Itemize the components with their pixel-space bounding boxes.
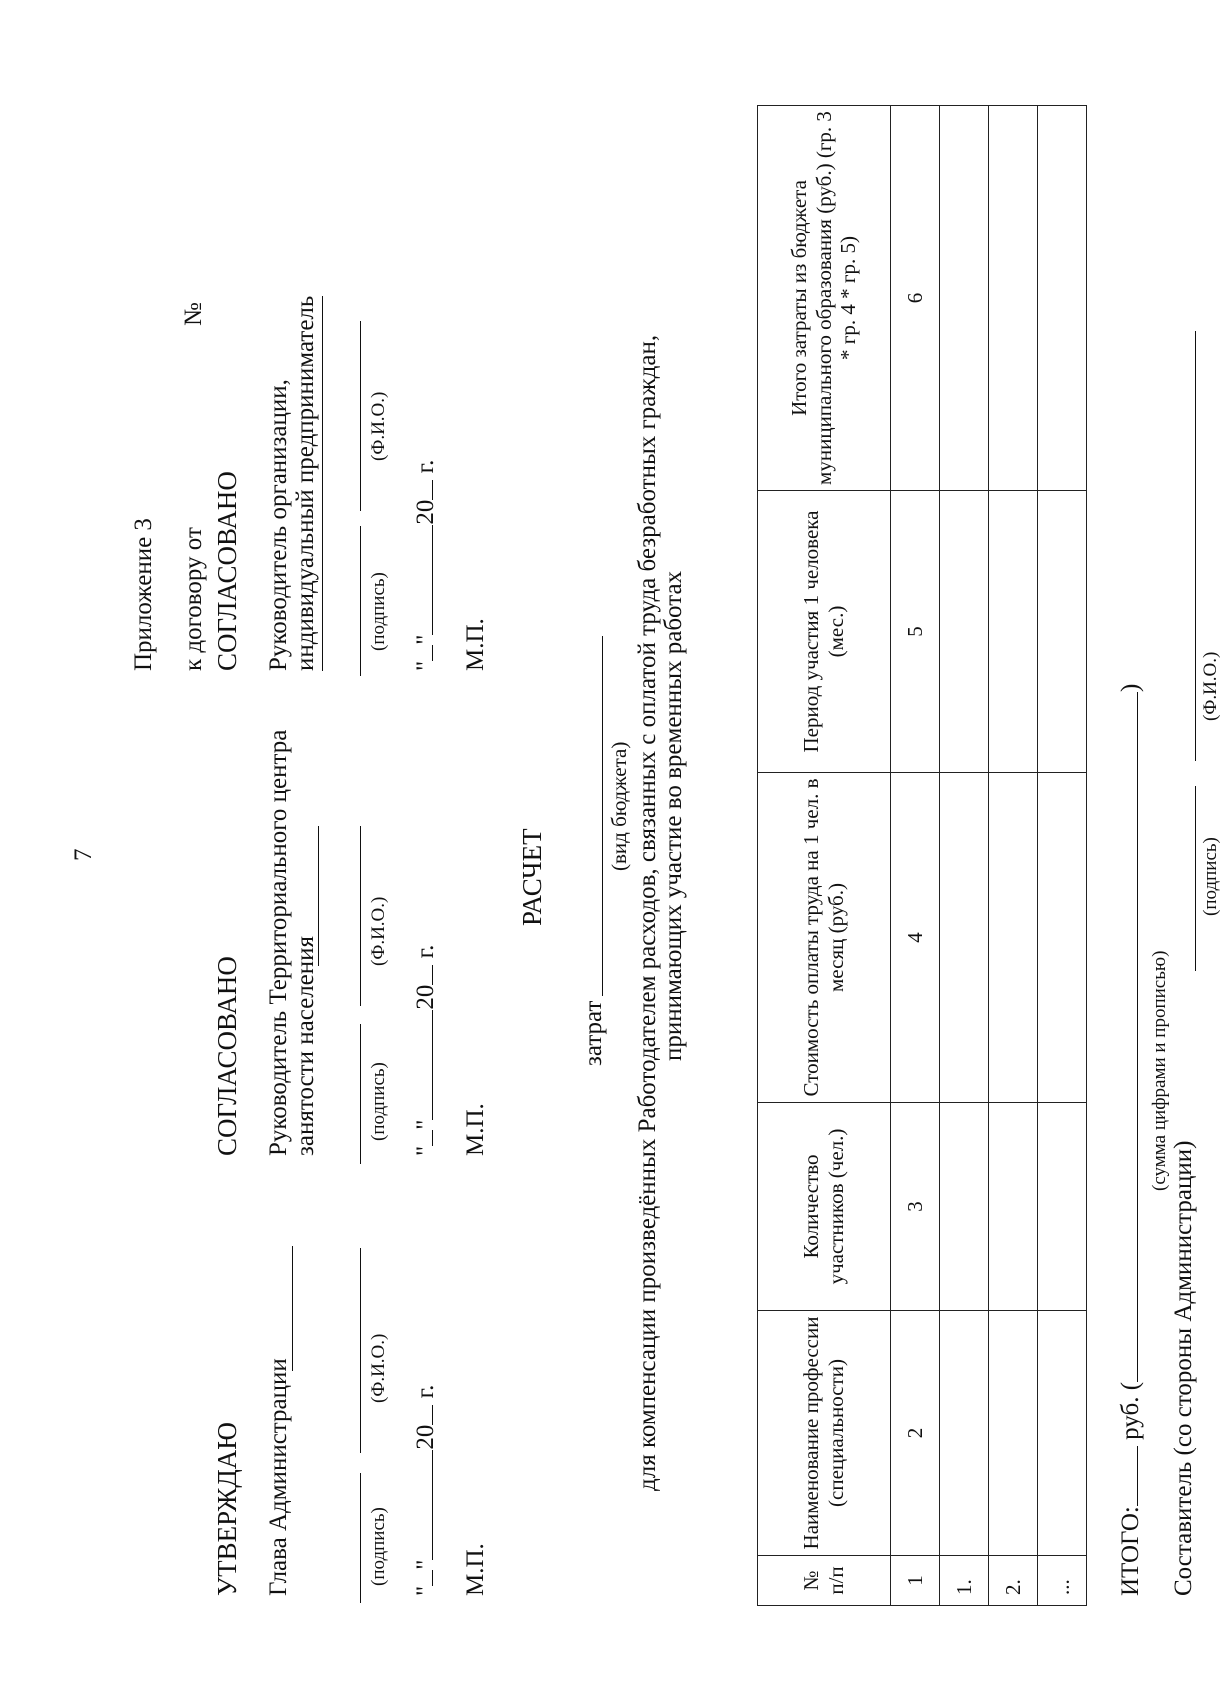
calc-purpose-line1: для компенсации произведённых Работодателем расходов, связанных с оплатой труда безработных граждан, bbox=[634, 334, 661, 1491]
agree-center-position-line1: Руководитель Территориального центра bbox=[265, 729, 292, 1156]
total-close-paren: ) bbox=[1117, 683, 1144, 692]
approve-signature-caption: (подпись) bbox=[368, 1507, 389, 1586]
agree-employer-stamp: М.П. bbox=[462, 618, 489, 671]
table-cell[interactable] bbox=[940, 1311, 989, 1556]
agree-employer-position-line2: индивидуальный предприниматель bbox=[292, 295, 319, 671]
agree-employer-name-caption: (Ф.И.О.) bbox=[368, 391, 389, 461]
row-number-cell: ... bbox=[1038, 1556, 1087, 1606]
table-cell[interactable] bbox=[940, 106, 989, 491]
table-cell[interactable] bbox=[1038, 106, 1087, 491]
header-profession: Наименование профессии (специальности) bbox=[758, 1311, 891, 1556]
total-amount-words-line[interactable] bbox=[1137, 692, 1138, 1382]
approve-position: Глава Администрации bbox=[265, 1358, 292, 1596]
column-number: 3 bbox=[891, 1103, 940, 1311]
rotated-form-sheet bbox=[0, 35, 1221, 1661]
column-number: 6 bbox=[891, 106, 940, 491]
header-period: Период участия 1 человека (мес.) bbox=[758, 491, 891, 773]
table-cell[interactable] bbox=[1038, 773, 1087, 1103]
agree-employer-date: ""20 г. bbox=[412, 459, 439, 671]
compiler-signature-caption: (подпись) bbox=[1200, 837, 1221, 916]
column-number: 4 bbox=[891, 773, 940, 1103]
column-number: 2 bbox=[891, 1311, 940, 1556]
agree-employer-heading: СОГЛАСОВАНО bbox=[212, 471, 242, 671]
total-label: ИТОГО: bbox=[1117, 1506, 1144, 1596]
table-cell[interactable] bbox=[1038, 491, 1087, 773]
total-line bbox=[1117, 684, 1145, 1596]
agree-employer-signature-line bbox=[360, 526, 361, 676]
agree-center-position-line bbox=[318, 826, 319, 966]
table-cell[interactable] bbox=[989, 1103, 1038, 1311]
header-total-costs: Итого затраты из бюджета муниципального образования (руб.) (гр. 3 * гр. 4 * гр. 5) bbox=[758, 106, 891, 491]
table-row bbox=[940, 106, 989, 1606]
calc-costs-word: затрат bbox=[580, 1000, 607, 1066]
agree-center-signature-caption: (подпись) bbox=[368, 1062, 389, 1141]
amount-caption: (сумма цифрами и прописью) bbox=[1149, 950, 1170, 1191]
approve-signature-line bbox=[360, 1473, 361, 1603]
agree-center-date: ""20 г. bbox=[412, 944, 439, 1156]
column-number: 1 bbox=[891, 1556, 940, 1606]
column-number: 5 bbox=[891, 491, 940, 773]
agree-center-heading: СОГЛАСОВАНО bbox=[212, 956, 242, 1156]
approve-date: ""20 г. bbox=[412, 1384, 439, 1596]
compiler-name-line bbox=[1195, 331, 1196, 761]
compiler-label: Составитель (со стороны Администрации) bbox=[1170, 1140, 1197, 1596]
total-amount-line[interactable] bbox=[1137, 1446, 1138, 1506]
table-cell[interactable] bbox=[989, 106, 1038, 491]
table-row bbox=[989, 106, 1038, 1606]
budget-type-line bbox=[602, 636, 603, 996]
appendix-contract-ref: к договору от bbox=[180, 527, 207, 671]
agree-center-signature-line bbox=[360, 1024, 361, 1164]
calc-purpose-line2: принимающих участие во временных работах bbox=[660, 570, 687, 1061]
approve-stamp: М.П. bbox=[462, 1543, 489, 1596]
table-cell[interactable] bbox=[1038, 1103, 1087, 1311]
calc-title: РАСЧЕТ bbox=[517, 828, 547, 926]
table-cell[interactable] bbox=[989, 1311, 1038, 1556]
table-cell[interactable] bbox=[989, 773, 1038, 1103]
agree-employer-signature-caption: (подпись) bbox=[368, 572, 389, 651]
table-cell[interactable] bbox=[940, 773, 989, 1103]
row-number-cell: 2. bbox=[989, 1556, 1038, 1606]
table-column-number-row bbox=[891, 106, 940, 1606]
approve-position-line bbox=[292, 1246, 293, 1371]
table-cell[interactable] bbox=[940, 491, 989, 773]
agree-center-name-caption: (Ф.И.О.) bbox=[368, 896, 389, 966]
compiler-name-caption: (Ф.И.О.) bbox=[1200, 651, 1221, 721]
appendix-title: Приложение 3 bbox=[130, 518, 157, 671]
contract-number-sign: № bbox=[180, 302, 207, 326]
header-number: № п/п bbox=[758, 1556, 891, 1606]
budget-type-caption: (вид бюджета) bbox=[607, 741, 631, 871]
agree-center-stamp: М.П. bbox=[462, 1103, 489, 1156]
agree-employer-position-underline bbox=[322, 296, 323, 671]
total-currency: руб. bbox=[1117, 1396, 1144, 1440]
agree-center-position-line2: занятости населения bbox=[292, 935, 319, 1156]
agree-employer-position-line1: Руководитель организации, bbox=[265, 379, 292, 671]
agree-employer-name-line bbox=[360, 321, 361, 511]
header-participants: Количество участников (чел.) bbox=[758, 1103, 891, 1311]
approve-name-caption: (Ф.И.О.) bbox=[368, 1333, 389, 1403]
calculation-table bbox=[757, 105, 1087, 1606]
table-header-row bbox=[758, 106, 891, 1606]
total-open-paren: ( bbox=[1117, 1381, 1144, 1391]
table-row bbox=[1038, 106, 1087, 1606]
compiler-signature-line bbox=[1195, 786, 1196, 971]
table-cell[interactable] bbox=[1038, 1311, 1087, 1556]
header-labor-cost: Стоимость оплаты труда на 1 чел. в месяц (руб.) bbox=[758, 773, 891, 1103]
page-number: 7 bbox=[70, 848, 97, 861]
agree-center-name-line bbox=[360, 826, 361, 1006]
table-cell[interactable] bbox=[940, 1103, 989, 1311]
row-number-cell: 1. bbox=[940, 1556, 989, 1606]
approve-heading: УТВЕРЖДАЮ bbox=[212, 1421, 242, 1596]
table-cell[interactable] bbox=[989, 491, 1038, 773]
approve-name-line bbox=[360, 1248, 361, 1453]
